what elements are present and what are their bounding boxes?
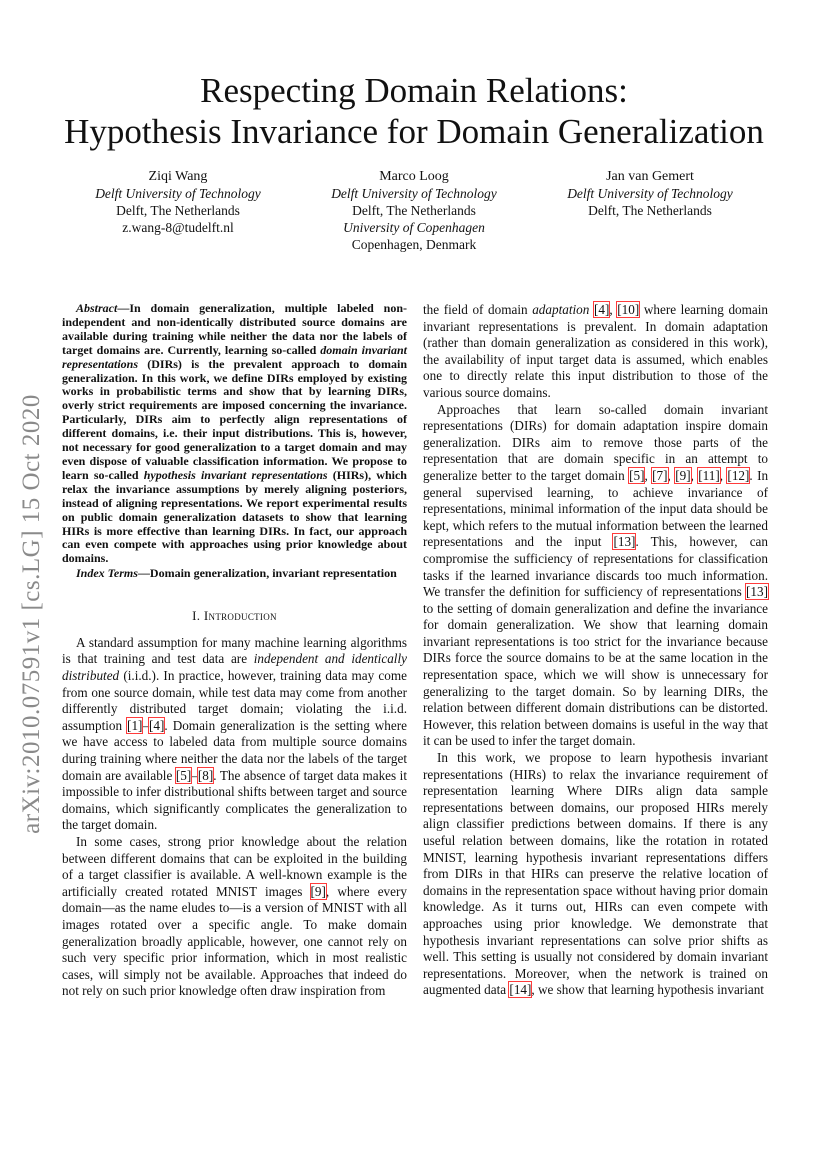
author-affiliation: Delft University of Technology [95, 186, 261, 201]
author-2 [296, 168, 532, 253]
citation-link[interactable]: [13] [746, 584, 768, 600]
author-name: Marco Loog [379, 169, 449, 184]
right-paragraph-2 [423, 402, 768, 750]
text: (i.i.d.). In practice, however, training data may come from one source domain, while test data may come from another differently distributed target domain; violating the i.i.d. assumption [62, 668, 407, 733]
paper-title [40, 70, 788, 152]
section-heading-introduction [62, 608, 407, 625]
emphasis: independent and identically distributed [62, 651, 407, 683]
citation-link[interactable]: [1] [127, 717, 143, 733]
section-title: Introduction [203, 608, 277, 624]
text: – [191, 767, 198, 783]
citation-link[interactable]: [10] [617, 302, 640, 317]
abstract-text-3: (HIRs), which relax the invariance assumptions by merely aligning posteriors, instead of aligning representations. We report experimental results on public domain generalization datasets to show that learning HIRs is more effective than learning DIRs. In fact, our approach can even compete with approaches using prior knowledge about domains. [62, 467, 407, 566]
text: , [644, 467, 653, 483]
text: In some cases, strong prior knowledge about the relation between different domains that can be exploited in the building of a target classifier is available. A well-known example is the artificially created rotated MNIST images [62, 833, 407, 899]
citation-link[interactable]: [7] [652, 467, 668, 483]
citation-link[interactable]: [9] [310, 883, 326, 899]
right-paragraph-1 [423, 302, 768, 402]
intro-paragraph-1 [62, 635, 407, 834]
title-line-2: Hypothesis Invariance for Domain Generalization [64, 112, 764, 151]
abstract-text-2: (DIRs) is the prevalent approach to domain generalization. In this work, we define DIRs employed by existing works in probabilistic terms and show that by learning DIRs, overly strict requirements are imposed concerning the invariance. Particularly, DIRs aim to perfectly align representations of different domains, i.e. their input distributions. This is, however, not necessary for good generalization to a target domain and may even dispose of valuable classification information. We propose to learn so-called [62, 356, 407, 482]
text: , [719, 467, 728, 483]
citation-link[interactable]: [4] [149, 717, 165, 733]
citation-link[interactable]: [12] [727, 467, 750, 483]
abstract-text-1: —In domain generalization, multiple labeled non-independent and non-identically distributed source domains are available during training while neither the data nor the labels of target domains are. Currently, learning so-called [62, 301, 407, 357]
citation-link[interactable]: [14] [509, 982, 532, 998]
author-location-2: Copenhagen, Denmark [351, 237, 477, 252]
emphasis: adaptation [532, 302, 590, 317]
author-block [60, 168, 768, 253]
text: , [609, 302, 618, 317]
text: . Domain generalization is the setting where we have access to labeled data from multiple source domains during training where neither the data nor the labels of the target domain are available [62, 717, 407, 783]
left-column [62, 302, 407, 1000]
citation-link[interactable]: [4] [593, 302, 610, 317]
text: A standard assumption for many machine learning algorithms is that training and test data are [62, 634, 407, 667]
text: , where every domain—as the name eludes to—is a version of MNIST with all images rotated over a specific angle. To make domain generalization broadly applicable, however, one cannot rely on such very specific prior information, which in most realistic cases, will simply not be available. Approaches that indeed do not rely on such prior knowledge often draw inspiration from [62, 883, 407, 999]
text: where learning domain invariant representations is prevalent. In domain adaptation (rather than domain generalization as considered in this work), the availability of input target data is assumed, which enables one to directly relate this input distribution to those of the various source domains. [423, 302, 769, 400]
author-email[interactable]: z.wang-8@tudelft.nl [122, 220, 234, 235]
intro-paragraph-2 [62, 834, 407, 1000]
title-line-1: Respecting Domain Relations: [200, 71, 628, 110]
author-location: Delft, The Netherlands [116, 203, 240, 218]
text: , [667, 467, 676, 483]
section-number: I. [192, 608, 204, 624]
right-column [423, 302, 768, 999]
author-name: Jan van Gemert [606, 169, 694, 184]
citation-link[interactable]: [8] [197, 767, 214, 783]
text: to the setting of domain generalization and define the invariance for domain generalization. We show that learning domain invariant representations is too strict for the invariance because DIRs force the source domains to be at the same location in the representation space, which we will show is unnecessary for generalizing to the target domain. So by learning DIRs, the relation between different domain distributions can be distorted. However, this relation between domains is useful in the way that it can be used to infer the target domain. [423, 600, 768, 749]
citation-link[interactable]: [5] [175, 767, 192, 783]
text: – [142, 717, 150, 733]
text: Approaches that learn so-called domain invariant representations (DIRs) for domain adaptation inspire domain generalization. DIRs aim to remove those parts of the representation that are domain specific in an attempt to generalize better to the target domain [423, 401, 768, 483]
index-terms-label: Index Terms [76, 566, 138, 581]
text: , we show that learning hypothesis invariant [531, 982, 764, 998]
citation-link[interactable]: [11] [698, 467, 720, 483]
abstract-term-dir: domain invariant representations [62, 342, 407, 371]
citation-link[interactable]: [13] [613, 534, 636, 550]
right-paragraph-3 [423, 750, 768, 999]
text: the field of domain [423, 302, 533, 317]
text: , [690, 467, 699, 483]
text: . The absence of target data makes it impossible to infer distributional shifts between target and source domains, which significantly complicates the generalization to the target domain. [62, 767, 408, 833]
text: . In general supervised learning, to achieve invariance of representations, minimal information of the input data should be kept, which refers to the mutual information between the learned representations and the input [423, 467, 769, 550]
citation-link[interactable]: [9] [675, 467, 691, 483]
author-1 [60, 168, 296, 253]
abstract-label: Abstract [76, 301, 118, 315]
author-affiliation-2: University of Copenhagen [343, 220, 485, 235]
author-affiliation: Delft University of Technology [567, 186, 733, 201]
author-name: Ziqi Wang [148, 169, 208, 184]
author-location: Delft, The Netherlands [352, 203, 476, 218]
text: . This, however, can compromise the sufficiency of representations for classification tasks if the learned invariance discards too much information. We transfer the definition for sufficiency of representations [423, 534, 768, 600]
arxiv-identifier-stamp: arXiv:2010.07591v1 [cs.LG] 15 Oct 2020 [18, 394, 45, 834]
text: In this work, we propose to learn hypothesis invariant representations (HIRs) to relax the invariance requirement of representation learning Where DIRs align data sample representations between domains, our proposed HIRs merely align classifier predictions between domains. If there is any useful relation between domains, like the rotation in rotated MNIST, learning hypothesis invariant representations differs from DIRs in that HIRs can preserve the relative location of domains in the representation space without having prior domain knowledge. As it turns out, HIRs can even compete with approaches using prior knowledge. We demonstrate that hypothesis invariant representations can solve prior shifts as well. This setting is usually not considered by domain invariant representations. Moreover, when the network is trained on augmented data [423, 750, 768, 998]
abstract-term-hir: hypothesis invariant representations [143, 467, 328, 482]
citation-link[interactable]: [5] [629, 467, 645, 483]
index-terms [62, 566, 407, 580]
author-location: Delft, The Netherlands [588, 203, 712, 218]
author-affiliation: Delft University of Technology [331, 186, 497, 201]
abstract [62, 302, 407, 566]
index-terms-text: —Domain generalization, invariant representation [137, 566, 397, 581]
author-3 [532, 168, 768, 253]
